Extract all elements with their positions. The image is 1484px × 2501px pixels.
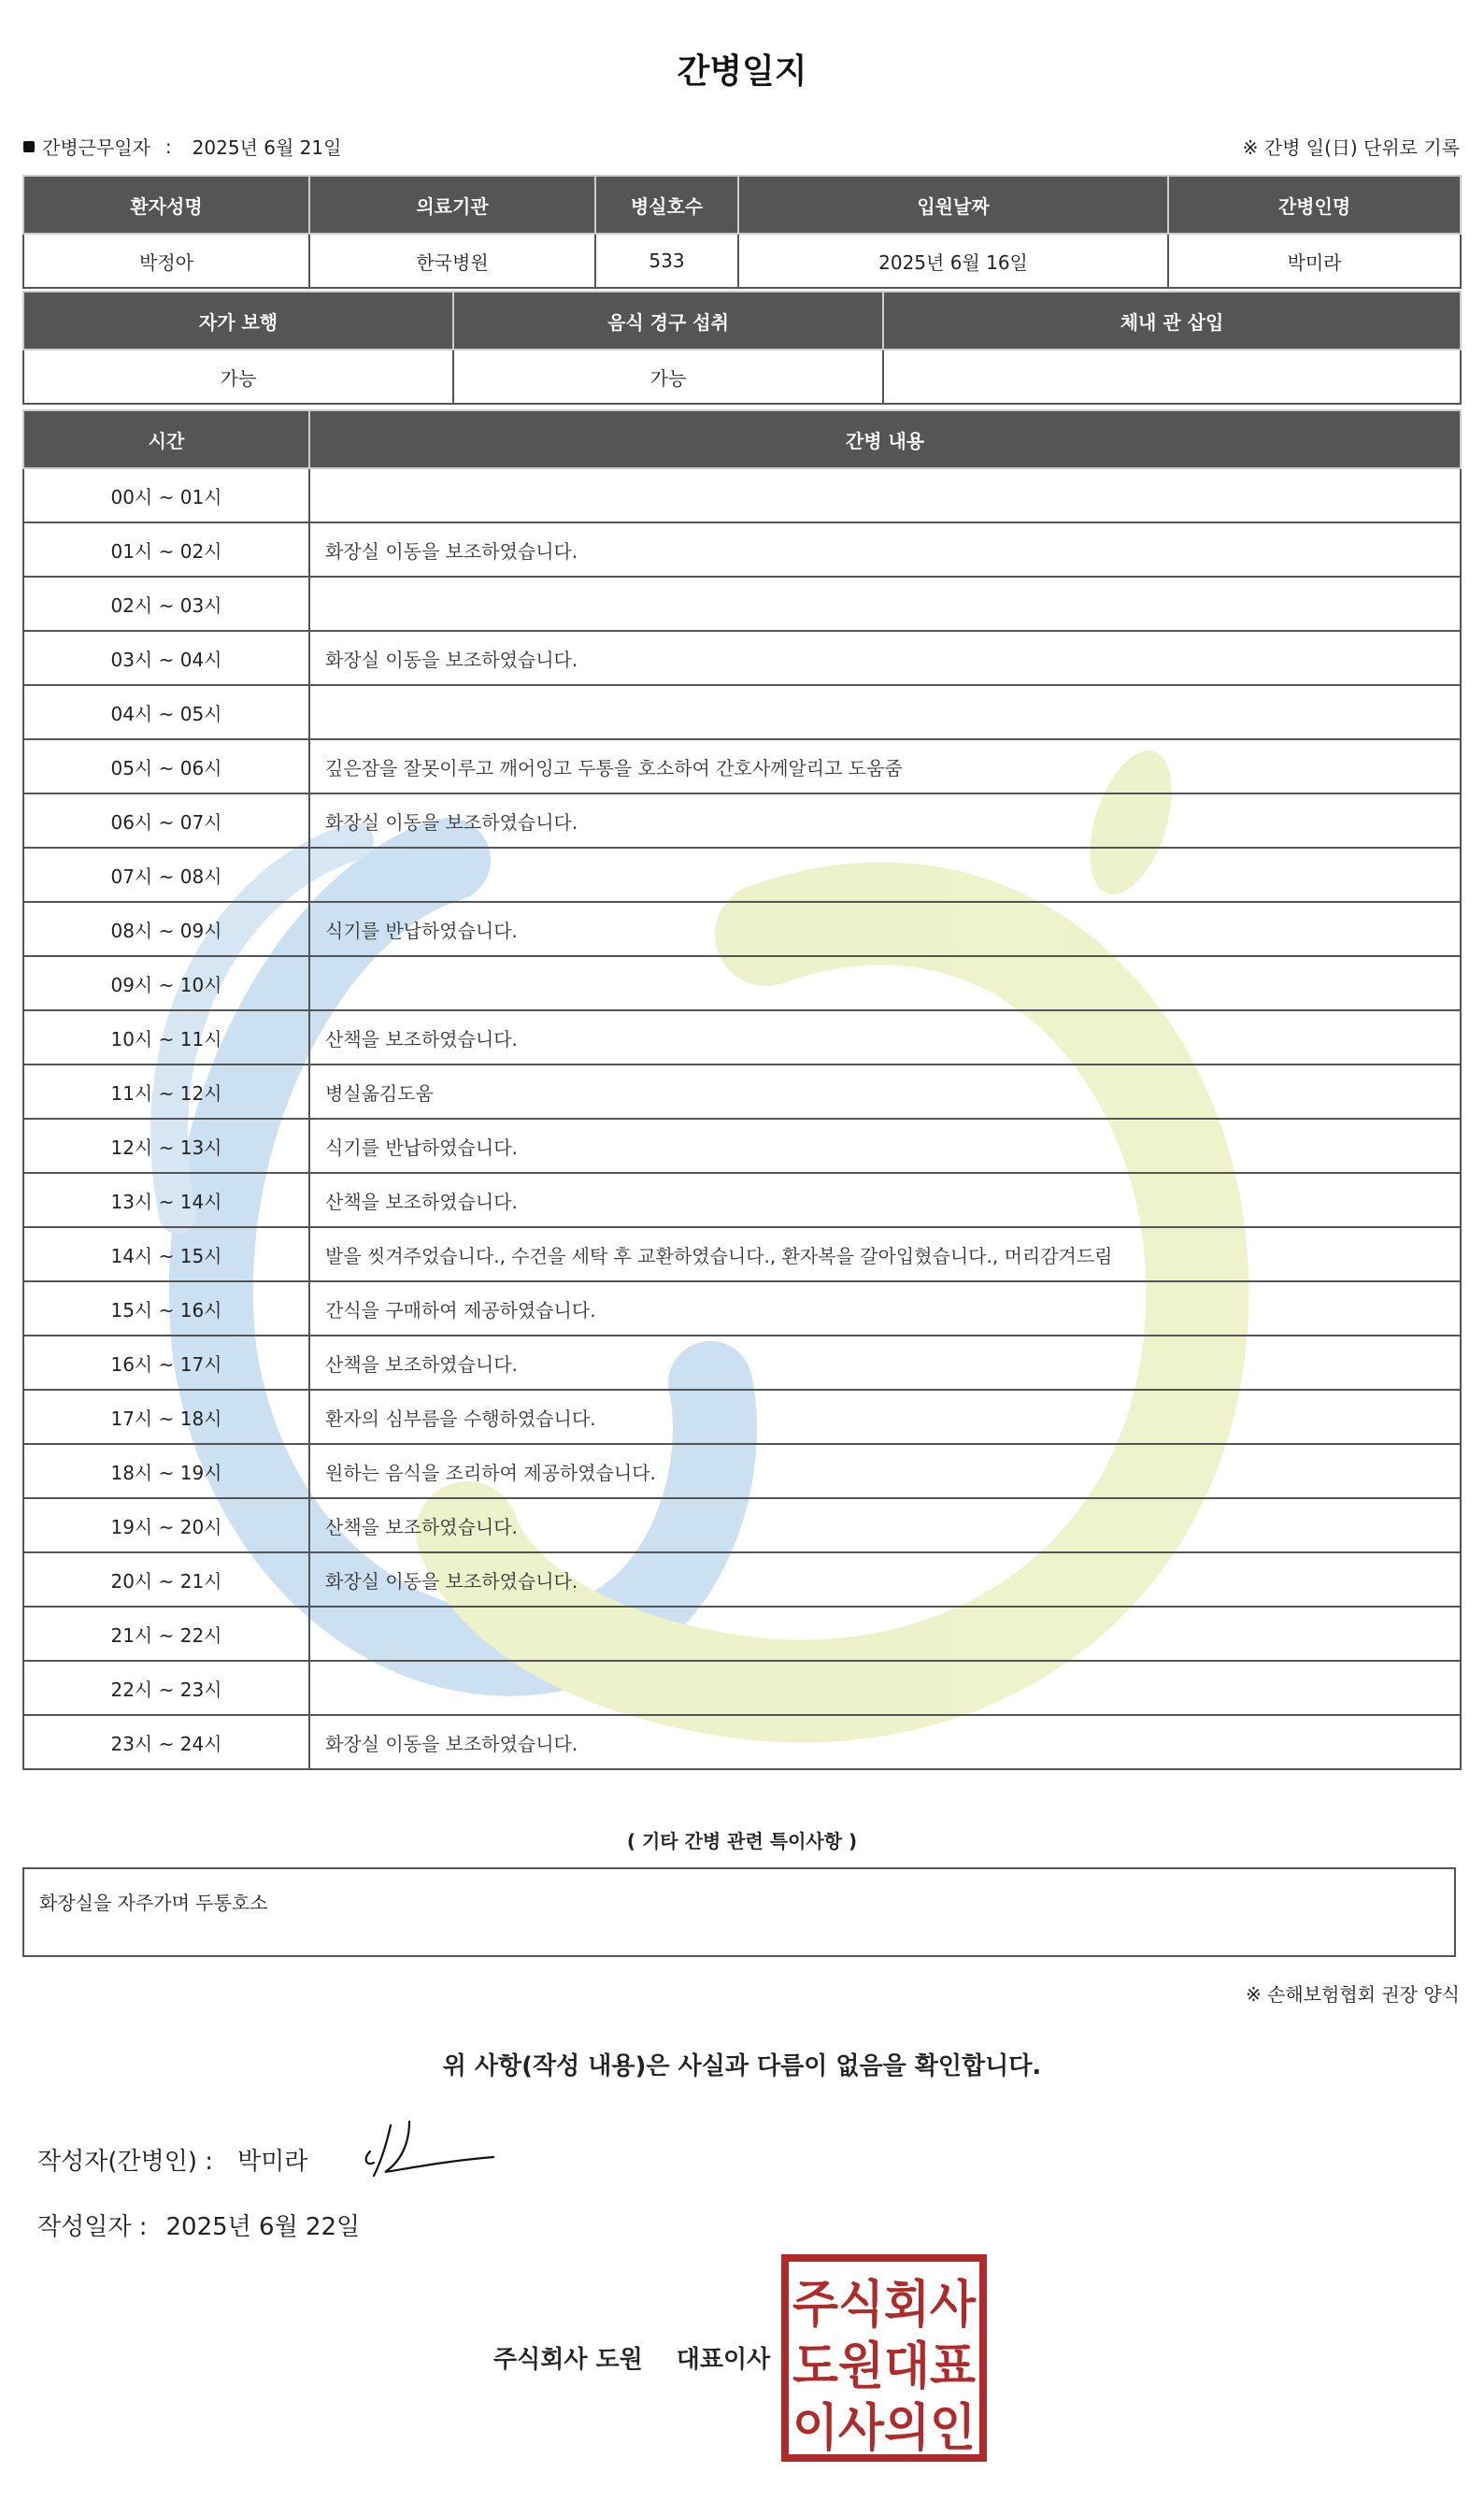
care-log-content — [309, 468, 1461, 522]
care-log-content: 식기를 반납하였습니다. — [309, 902, 1461, 956]
care-log-content: 발을 씻겨주었습니다., 수건을 세탁 후 교환하였습니다., 환자복을 갈아입혔습니다., 머리감겨드림 — [309, 1227, 1461, 1281]
header-caregiver-name: 간병인명 — [1168, 176, 1461, 234]
care-log-row — [23, 1661, 1461, 1715]
work-date-label: 간병근무일자 — [42, 136, 150, 159]
care-log-row — [23, 1444, 1461, 1498]
care-log-time: 20시 ~ 21시 — [23, 1552, 309, 1607]
care-log-content: 화장실 이동을 보조하였습니다. — [309, 522, 1461, 577]
header-tube-insertion: 체내 관 삽입 — [883, 292, 1461, 350]
care-log-time: 08시 ~ 09시 — [23, 902, 309, 956]
care-log-row — [23, 956, 1461, 1010]
care-log-content: 화장실 이동을 보조하였습니다. — [309, 793, 1461, 848]
care-log-time: 15시 ~ 16시 — [23, 1281, 309, 1336]
care-log-time: 23시 ~ 24시 — [23, 1715, 309, 1769]
care-log-time: 01시 ~ 02시 — [23, 522, 309, 577]
care-log-content: 화장실 이동을 보조하였습니다. — [309, 1552, 1461, 1607]
bullet-square-icon — [23, 141, 35, 152]
care-log-row — [23, 902, 1461, 956]
care-log-content: 깊은잠을 잘못이루고 깨어잉고 두통을 호소하여 간호사께알리고 도움줌 — [309, 739, 1461, 793]
care-log-time: 17시 ~ 18시 — [23, 1390, 309, 1444]
confirmation-statement: 위 사항(작성 내용)은 사실과 다름이 없음을 확인합니다. — [442, 2052, 1042, 2080]
care-log-time: 18시 ~ 19시 — [23, 1444, 309, 1498]
care-log-time: 06시 ~ 07시 — [23, 793, 309, 848]
page-title: 간병일지 — [677, 52, 807, 91]
care-log-time: 11시 ~ 12시 — [23, 1065, 309, 1119]
care-log-content: 환자의 심부름을 수행하였습니다. — [309, 1390, 1461, 1444]
care-log-time: 16시 ~ 17시 — [23, 1336, 309, 1390]
care-log-row — [23, 577, 1461, 631]
svg-text:도원대표: 도원대표 — [792, 2337, 976, 2395]
care-log-time: 03시 ~ 04시 — [23, 631, 309, 685]
header-care-content: 간병 내용 — [309, 410, 1461, 468]
care-log-row — [23, 848, 1461, 902]
care-log-row — [23, 793, 1461, 848]
care-log-content: 화장실 이동을 보조하였습니다. — [309, 631, 1461, 685]
care-log-row — [23, 1552, 1461, 1607]
care-log-time: 19시 ~ 20시 — [23, 1498, 309, 1552]
company-row — [493, 2340, 770, 2375]
care-log-content: 산책을 보조하였습니다. — [309, 1336, 1461, 1390]
notes-box — [22, 1867, 1456, 1957]
handwritten-signature — [353, 2114, 503, 2189]
work-date-row — [23, 133, 341, 160]
written-date-row — [37, 2208, 360, 2242]
tube-insertion-value — [883, 350, 1461, 404]
header-time: 시간 — [23, 410, 309, 468]
care-log-time: 12시 ~ 13시 — [23, 1119, 309, 1173]
care-log-row — [23, 1119, 1461, 1173]
notes-text: 화장실을 자주가며 두통호소 — [39, 1892, 268, 1914]
header-hospital: 의료기관 — [309, 176, 595, 234]
header-room-number: 병실호수 — [595, 176, 738, 234]
representative-title: 대표이사 — [676, 2346, 771, 2374]
care-log-content — [309, 685, 1461, 739]
work-date-value: 2025년 6월 21일 — [192, 136, 342, 159]
writer-label: 작성자(간병인) : — [37, 2148, 214, 2176]
care-log-row — [23, 1227, 1461, 1281]
hospital-value: 한국병원 — [309, 234, 595, 288]
care-log-content: 간식을 구매하여 제공하였습니다. — [309, 1281, 1461, 1336]
header-self-walking: 자가 보행 — [23, 292, 453, 350]
care-log-content: 산책을 보조하였습니다. — [309, 1173, 1461, 1227]
care-log-table — [22, 409, 1462, 1770]
header-oral-intake: 음식 경구 섭취 — [453, 292, 883, 350]
care-log-time: 07시 ~ 08시 — [23, 848, 309, 902]
written-date-label: 작성일자 : — [37, 2213, 148, 2241]
written-date-value: 2025년 6월 22일 — [165, 2213, 361, 2241]
care-log-time: 02시 ~ 03시 — [23, 577, 309, 631]
writer-name: 박미라 — [237, 2148, 308, 2176]
care-log-time: 04시 ~ 05시 — [23, 685, 309, 739]
care-log-content: 병실옮김도움 — [309, 1065, 1461, 1119]
svg-text:주식회사: 주식회사 — [792, 2275, 977, 2334]
care-log-row — [23, 1607, 1461, 1661]
care-log-content — [309, 1607, 1461, 1661]
care-log-time: 09시 ~ 10시 — [23, 956, 309, 1010]
patient-name-value: 박정아 — [23, 234, 309, 288]
room-number-value: 533 — [595, 234, 738, 288]
care-log-row — [23, 685, 1461, 739]
care-log-time: 14시 ~ 15시 — [23, 1227, 309, 1281]
form-note: ※ 손해보험협회 권장 양식 — [1245, 1983, 1460, 2006]
caregiver-name-value: 박미라 — [1168, 234, 1461, 288]
care-log-row — [23, 522, 1461, 577]
header-patient-name: 환자성명 — [23, 176, 309, 234]
care-log-time: 13시 ~ 14시 — [23, 1173, 309, 1227]
work-date-separator: : — [164, 135, 172, 158]
care-log-time: 22시 ~ 23시 — [23, 1661, 309, 1715]
patient-info-table — [22, 175, 1462, 289]
care-log-content — [309, 848, 1461, 902]
company-seal — [781, 2254, 987, 2462]
care-log-row — [23, 1715, 1461, 1769]
care-log-content — [309, 1661, 1461, 1715]
care-log-row — [23, 1336, 1461, 1390]
care-log-time: 00시 ~ 01시 — [23, 468, 309, 522]
care-log-content — [309, 956, 1461, 1010]
writer-row — [37, 2142, 307, 2177]
care-log-time: 21시 ~ 22시 — [23, 1607, 309, 1661]
notes-title: ( 기타 간병 관련 특이사항 ) — [626, 1830, 858, 1852]
care-log-row — [23, 1498, 1461, 1552]
care-log-content — [309, 577, 1461, 631]
care-log-content: 산책을 보조하였습니다. — [309, 1010, 1461, 1065]
care-log-row — [23, 1010, 1461, 1065]
care-log-row — [23, 468, 1461, 522]
header-admission-date: 입원날짜 — [738, 176, 1168, 234]
care-log-content: 원하는 음식을 조리하여 제공하였습니다. — [309, 1444, 1461, 1498]
admission-date-value: 2025년 6월 16일 — [738, 234, 1168, 288]
care-log-content: 식기를 반납하였습니다. — [309, 1119, 1461, 1173]
svg-text:이사의인: 이사의인 — [792, 2398, 976, 2457]
care-log-row — [23, 1065, 1461, 1119]
self-walking-value: 가능 — [23, 350, 453, 404]
care-log-row — [23, 1281, 1461, 1336]
care-log-time: 05시 ~ 06시 — [23, 739, 309, 793]
care-log-content: 산책을 보조하였습니다. — [309, 1498, 1461, 1552]
care-log-row — [23, 631, 1461, 685]
unit-note: ※ 간병 일(日) 단위로 기록 — [1242, 136, 1460, 159]
company-name: 주식회사 도원 — [493, 2346, 643, 2374]
care-log-content: 화장실 이동을 보조하였습니다. — [309, 1715, 1461, 1769]
patient-status-table — [22, 291, 1462, 405]
care-log-row — [23, 1390, 1461, 1444]
care-log-row — [23, 739, 1461, 793]
care-log-time: 10시 ~ 11시 — [23, 1010, 309, 1065]
oral-intake-value: 가능 — [453, 350, 883, 404]
care-log-row — [23, 1173, 1461, 1227]
